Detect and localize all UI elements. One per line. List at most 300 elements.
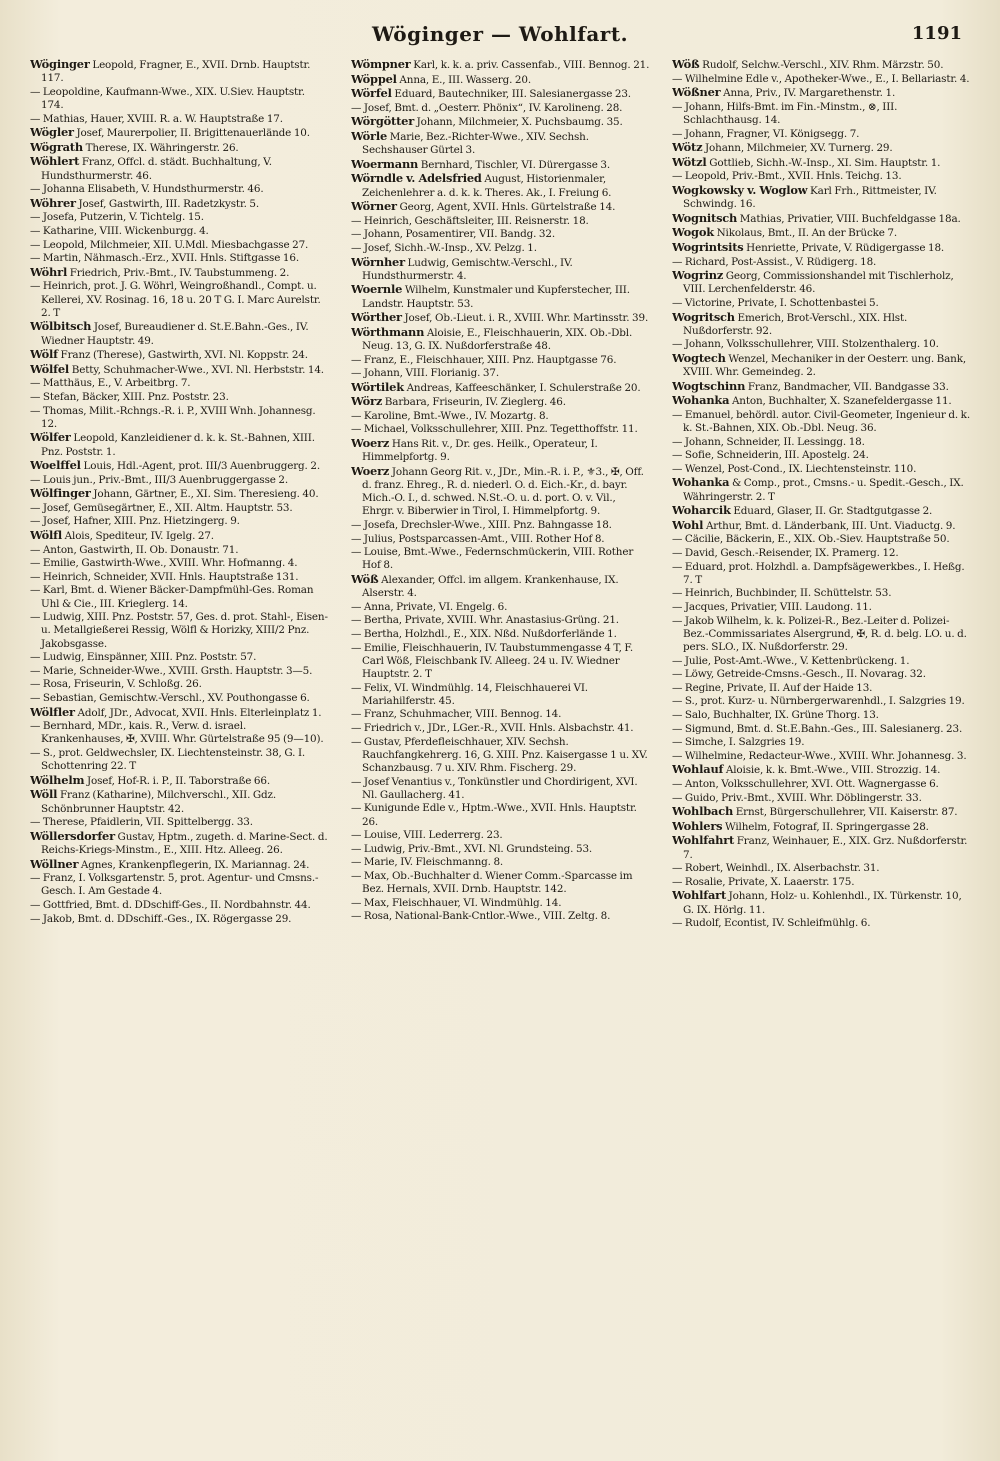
directory-entry xyxy=(30,266,329,280)
entry-details: — Rosa, National-Bank-Cntlor.-Wwe., VIII. Zeltg. 8. xyxy=(351,910,611,923)
directory-entry xyxy=(672,241,971,255)
entry-surname: Wörle xyxy=(351,128,388,143)
entry-details: Marie, Bez.-Richter-Wwe., XIV. Sechsh. Sechshauser Gürtel 3. xyxy=(362,130,589,157)
entry-surname: Wogtech xyxy=(672,350,726,365)
directory-entry xyxy=(672,519,971,533)
entry-details: — Mathias, Hauer, XVIII. R. a. W. Hauptstraße 17. xyxy=(30,112,283,125)
entry-details: — Guido, Priv.-Bmt., XVIII. Whr. Döblingerstr. 33. xyxy=(672,791,922,804)
directory-entry xyxy=(672,86,971,100)
entry-details: — Anna, Private, VI. Engelg. 6. xyxy=(351,600,508,613)
entry-details: — Wilhelmine, Redacteur-Wwe., XVIII. Whr. Johannesg. 3. xyxy=(672,749,967,762)
directory-entry xyxy=(30,183,329,196)
entry-details: — Leopoldine, Kaufmann-Wwe., XIX. U.Siev. Hauptstr. 174. xyxy=(30,85,305,111)
entry-details: — Victorine, Private, I. Schottenbastei 5. xyxy=(672,296,879,309)
entry-details: — Eduard, prot. Holzhdl. a. Dampfsägewerkbes., I. Heßg. 7. T xyxy=(672,560,965,586)
directory-entry xyxy=(351,423,650,436)
entry-details: — Jakob Wilhelm, k. k. Polizei-R., Bez.-Leiter d. Polizei-Bez.-Commissariates Alsergrund, ✠, R. d. belg. LO. u. d. pers. SLO., IX. Nußdorferstr. 29. xyxy=(672,614,967,654)
directory-entry xyxy=(672,805,971,819)
entry-surname: Wörfel xyxy=(351,86,392,101)
entry-details: Johann, Holz- u. Kohlenhdl., IX. Türkenstr. 10, G. IX. Hörlg. 11. xyxy=(683,890,962,916)
directory-entry xyxy=(30,320,329,347)
entry-details: — Emilie, Fleischhauerin, IV. Taubstummengasse 4 T, F. Carl Wöß, Fleischbank IV. Alleeg. 24 u. IV. Wiedner Hauptstr. 2. T xyxy=(351,641,634,681)
entry-surname: Wögrath xyxy=(30,139,83,154)
directory-entry xyxy=(30,58,329,85)
directory-entry xyxy=(672,695,971,708)
entry-details: Barbara, Friseurin, IV. Zieglerg. 46. xyxy=(384,396,566,409)
entry-details: — Thomas, Milit.-Rchngs.-R. i. P., XVIII Wnh. Johannesg. 12. xyxy=(30,404,316,430)
directory-entry xyxy=(351,87,650,101)
entry-details: Josef, Ob.-Lieut. i. R., XVIII. Whr. Martinsstr. 39. xyxy=(404,312,649,325)
entry-details: Wilhelm, Fotograf, II. Springergasse 28. xyxy=(725,820,929,833)
directory-entry xyxy=(30,155,329,182)
entry-details: — Wilhelmine Edle v., Apotheker-Wwe., E., I. Bellariastr. 4. xyxy=(672,72,970,85)
directory-entry xyxy=(672,338,971,351)
entry-details: Franz, Weinhauer, E., XIX. Grz. Nußdorferstr. 7. xyxy=(683,835,968,861)
directory-entry xyxy=(351,870,650,896)
directory-entry xyxy=(672,561,971,587)
directory-entry xyxy=(351,829,650,842)
entry-details: Emerich, Brot-Verschl., XIX. Hlst. Nußdorferstr. 92. xyxy=(683,311,908,337)
directory-entry xyxy=(351,58,650,72)
directory-entry xyxy=(672,311,971,338)
entry-details: Henriette, Private, V. Rüdigergasse 18. xyxy=(746,241,945,254)
entry-details: Betty, Schuhmacher-Wwe., XVI. Nl. Herbststr. 14. xyxy=(71,363,324,376)
directory-entry xyxy=(30,474,329,487)
entry-details: — Louise, Bmt.-Wwe., Federnschmückerin, VIII. Rother Hof 8. xyxy=(351,546,634,572)
directory-entry xyxy=(30,747,329,773)
entry-details: Johann Georg Rit. v., JDr., Min.-R. i. P., ⚜3., ✠, Off. d. franz. Ehreg., R. d. niederl. O. d. Eich.-Kr., d. bayr. Mich.-O. I., d. schwed. N.St.-O. u. d. port. O. v. Vil., Ehrgr. v. Biberwier in Tirol, I. Himmelpfortg. 9. xyxy=(362,465,644,518)
directory-entry xyxy=(672,587,971,600)
directory-entry xyxy=(30,544,329,557)
directory-entry xyxy=(351,519,650,532)
directory-entry xyxy=(351,642,650,682)
directory-entry xyxy=(30,774,329,788)
directory-entry xyxy=(351,533,650,546)
entry-details: — Friedrich v., JDr., LGer.-R., XVII. Hnls. Alsbachstr. 41. xyxy=(351,722,634,735)
entry-surname: Wohl xyxy=(672,517,704,532)
entry-details: Josef, Gastwirth, III. Radetzkystr. 5. xyxy=(78,197,260,210)
directory-entry xyxy=(30,720,329,746)
entry-surname: Wogtschinn xyxy=(672,378,746,393)
directory-entry xyxy=(351,843,650,856)
entry-details: Arthur, Bmt. d. Länderbank, III. Unt. Viaductg. 9. xyxy=(705,519,956,532)
entry-details: Nikolaus, Bmt., II. An der Brücke 7. xyxy=(716,227,898,240)
entry-details: — Martin, Nähmasch.-Erz., XVII. Hnls. Stiftgasse 16. xyxy=(30,252,299,265)
directory-entry xyxy=(672,184,971,211)
directory-entry xyxy=(672,297,971,310)
directory-entry xyxy=(30,211,329,224)
directory-entry xyxy=(351,437,650,464)
entry-details: — Regine, Private, II. Auf der Haide 13. xyxy=(672,681,873,694)
directory-entry xyxy=(672,668,971,681)
directory-entry xyxy=(30,363,329,377)
entry-surname: Wölfinger xyxy=(30,486,91,501)
entry-details: — Josef Venantius v., Tonkünstler und Chordirigent, XVI. Nl. Gaullacherg. 41. xyxy=(351,775,638,801)
entry-details: — Johann, Posamentirer, VII. Bandg. 32. xyxy=(351,228,556,241)
directory-entry xyxy=(351,897,650,910)
directory-entry xyxy=(672,156,971,170)
directory-entry xyxy=(351,158,650,172)
entry-surname: Wohlfahrt xyxy=(672,833,735,848)
directory-entry xyxy=(351,242,650,255)
entry-surname: Wohanka xyxy=(672,475,730,490)
directory-columns xyxy=(30,58,972,1443)
entry-details: — Jacques, Privatier, VIII. Laudong. 11. xyxy=(672,601,872,614)
entry-surname: Wogok xyxy=(672,225,714,240)
entry-details: — Heinrich, Schneider, XVII. Hnls. Hauptstraße 131. xyxy=(30,570,299,583)
entry-details: — Sigmund, Bmt. d. St.E.Bahn.-Ges., III. Salesianerg. 23. xyxy=(672,722,963,735)
directory-entry xyxy=(351,367,650,380)
entry-surname: Wogritsch xyxy=(672,309,735,324)
entry-details: — Johann, Fragner, VI. Königsegg. 7. xyxy=(672,127,860,140)
entry-details: — Ludwig, XIII. Pnz. Poststr. 57, Ges. d. prot. Stahl-, Eisen- u. Metallgießerei Ressig, Wölfl & Horizky, XIII/2 Pnz. Jakobsgasse. xyxy=(30,611,328,650)
directory-entry xyxy=(30,391,329,404)
entry-details: — Kunigunde Edle v., Hptm.-Wwe., XVII. Hnls. Hauptstr. 26. xyxy=(351,802,637,828)
entry-details: — Bernhard, MDr., kais. R., Verw. d. israel. Krankenhauses, ✠, XVIII. Whr. Gürtelstraße 95 (9—10). xyxy=(30,720,324,746)
entry-details: — Anton, Gastwirth, II. Ob. Donaustr. 71. xyxy=(30,543,239,556)
directory-entry xyxy=(351,776,650,802)
entry-details: — Julius, Postsparcassen-Amt., VIII. Rother Hof 8. xyxy=(351,532,605,545)
entry-details: — S., prot. Geldwechsler, IX. Liechtensteinstr. 38, G. I. Schottenring 22. T xyxy=(30,747,306,773)
directory-entry xyxy=(30,584,329,610)
entry-surname: Wohlers xyxy=(672,818,723,833)
directory-entry xyxy=(30,280,329,320)
entry-details: — Louis jun., Priv.-Bmt., III/3 Auenbruggergasse 2. xyxy=(30,473,289,486)
entry-details: Agnes, Krankenpflegerin, IX. Mariannag. 24. xyxy=(80,858,310,871)
column-2 xyxy=(351,58,650,1443)
entry-details: & Comp., prot., Cmsns.- u. Spedit.-Gesch., IX. Währingerstr. 2. T xyxy=(683,477,964,503)
entry-surname: Wogrinz xyxy=(672,268,724,283)
directory-entry xyxy=(30,487,329,501)
entry-surname: Wöppel xyxy=(351,71,397,86)
entry-details: — Jakob, Bmt. d. DDschiff.-Ges., IX. Rögergasse 29. xyxy=(30,912,292,925)
directory-entry xyxy=(672,889,971,916)
entry-details: Rudolf, Selchw.-Verschl., XIV. Rhm. Märzstr. 50. xyxy=(702,59,944,71)
entry-details: Eduard, Glaser, II. Gr. Stadtgutgasse 2. xyxy=(733,505,933,518)
entry-surname: Wohanka xyxy=(672,393,730,408)
entry-details: — Therese, Pfaidlerin, VII. Spittelbergg. 33. xyxy=(30,816,253,829)
entry-details: — Josef, Sichh.-W.-Insp., XV. Pelzg. 1. xyxy=(351,241,537,254)
entry-details: — Gottfried, Bmt. d. DDschiff-Ges., II. Nordbahnstr. 44. xyxy=(30,898,311,911)
entry-details: — Sebastian, Gemischtw.-Verschl., XV. Pouthongasse 6. xyxy=(30,692,310,705)
entry-details: Leopold, Fragner, E., XVII. Drnb. Hauptstr. 117. xyxy=(41,59,311,85)
directory-entry xyxy=(672,256,971,269)
directory-entry xyxy=(351,172,650,199)
entry-details: — Johann, Hilfs-Bmt. im Fin.-Minstm., ⊗, III. Schlachthausg. 14. xyxy=(672,100,898,126)
running-head: Wöginger — Wohlfart. xyxy=(371,22,629,46)
entry-surname: Wöhlert xyxy=(30,154,80,169)
directory-entry xyxy=(672,504,971,518)
directory-entry xyxy=(351,614,650,627)
directory-entry xyxy=(672,615,971,655)
entry-details: — Karoline, Bmt.-Wwe., IV. Mozartg. 8. xyxy=(351,409,549,422)
directory-entry xyxy=(351,856,650,869)
directory-entry xyxy=(351,410,650,423)
directory-entry xyxy=(30,502,329,515)
directory-entry xyxy=(30,239,329,252)
entry-details: Karl, k. k. a. priv. Cassenfab., VIII. Bennog. 21. xyxy=(413,59,650,71)
entry-details: Johann, Gärtner, E., XI. Sim. Theresieng. 40. xyxy=(93,488,319,501)
directory-entry xyxy=(672,409,971,435)
directory-entry xyxy=(672,862,971,875)
entry-surname: Wöhrl xyxy=(30,264,68,279)
entry-details: Gottlieb, Sichh.-W.-Insp., XI. Sim. Hauptstr. 1. xyxy=(709,156,941,169)
entry-details: Anna, E., III. Wasserg. 20. xyxy=(399,73,532,86)
directory-entry xyxy=(672,141,971,155)
directory-entry xyxy=(30,651,329,664)
directory-entry xyxy=(672,682,971,695)
directory-entry xyxy=(351,682,650,708)
directory-entry xyxy=(351,601,650,614)
directory-entry xyxy=(351,910,650,923)
directory-entry xyxy=(672,212,971,226)
directory-entry xyxy=(30,665,329,678)
directory-entry xyxy=(672,736,971,749)
directory-entry xyxy=(672,476,971,503)
entry-details: — Simche, I. Salzgries 19. xyxy=(672,736,805,749)
entry-details: Therese, IX. Währingerstr. 26. xyxy=(85,141,239,154)
entry-surname: Woernle xyxy=(351,282,403,297)
directory-entry xyxy=(672,394,971,408)
directory-entry xyxy=(351,573,650,600)
entry-details: — Wenzel, Post-Cond., IX. Liechtensteinstr. 110. xyxy=(672,462,917,475)
directory-entry xyxy=(672,601,971,614)
entry-details: Aloisie, k. k. Bmt.-Wwe., VIII. Strozzig. 14. xyxy=(725,764,941,777)
entry-details: Louis, Hdl.-Agent, prot. III/3 Auenbruggerg. 2. xyxy=(83,460,320,473)
entry-details: Franz, Bandmacher, VII. Bandgasse 33. xyxy=(747,380,949,393)
entry-details: — Sofie, Schneiderin, III. Apostelg. 24. xyxy=(672,449,869,462)
directory-entry xyxy=(30,459,329,473)
entry-details: — Salo, Buchhalter, IX. Grüne Thorg. 13. xyxy=(672,709,879,721)
entry-details: — Rudolf, Econtist, IV. Schleifmühlg. 6. xyxy=(672,917,871,930)
entry-details: — Marie, IV. Fleischmanng. 8. xyxy=(351,856,504,869)
entry-details: — Franz, Schuhmacher, VIII. Bennog. 14. xyxy=(351,708,562,721)
entry-details: — Bertha, Private, XVIII. Whr. Anastasius-Grüng. 21. xyxy=(351,614,619,627)
entry-details: Friedrich, Priv.-Bmt., IV. Taubstummeng. 2. xyxy=(69,266,290,279)
entry-details: — Richard, Post-Assist., V. Rüdigerg. 18. xyxy=(672,255,877,268)
directory-entry xyxy=(672,834,971,861)
entry-details: — Julie, Post-Amt.-Wwe., V. Kettenbrückeng. 1. xyxy=(672,654,910,667)
entry-details: Franz (Katharine), Milchverschl., XII. Gdz. Schönbrunner Hauptstr. 42. xyxy=(41,789,277,815)
entry-details: — Franz, I. Volksgartenstr. 5, prot. Agentur- und Cmsns.-Gesch. I. Am Gestade 4. xyxy=(30,872,319,898)
entry-details: — Stefan, Bäcker, XIII. Pnz. Poststr. 23. xyxy=(30,390,229,403)
entry-surname: Wohlauf xyxy=(672,762,724,777)
entry-surname: Wörndle v. Adelsfried xyxy=(351,171,482,186)
entry-surname: Woelffel xyxy=(30,458,81,473)
entry-details: — Löwy, Getreide-Cmsns.-Gesch., II. Novarag. 32. xyxy=(672,668,926,681)
entry-details: — Johann, Schneider, II. Lessingg. 18. xyxy=(672,435,865,448)
entry-details: Alexander, Offcl. im allgem. Krankenhause, IX. Alserstr. 4. xyxy=(362,574,619,600)
directory-entry xyxy=(351,381,650,395)
directory-entry xyxy=(672,723,971,736)
directory-entry xyxy=(672,73,971,86)
entry-details: Leopold, Kanzleidiener d. k. k. St.-Bahnen, XIII. Pnz. Poststr. 1. xyxy=(41,432,315,458)
entry-details: — Robert, Weinhdl., IX. Alserbachstr. 31. xyxy=(672,862,880,875)
entry-surname: Wörtilek xyxy=(351,379,404,394)
page-header xyxy=(30,22,970,52)
entry-details: — Max, Fleischhauer, VI. Windmühlg. 14. xyxy=(351,896,562,909)
directory-entry xyxy=(30,899,329,912)
entry-surname: Wörthmann xyxy=(351,324,425,339)
directory-entry xyxy=(351,546,650,572)
directory-entry xyxy=(30,141,329,155)
directory-entry xyxy=(351,628,650,641)
entry-surname: Wöß xyxy=(351,572,379,587)
directory-entry xyxy=(672,709,971,722)
directory-entry xyxy=(30,86,329,112)
entry-details: — Johann, Volksschullehrer, VIII. Stolzenthalerg. 10. xyxy=(672,338,939,351)
directory-entry xyxy=(30,692,329,705)
column-1 xyxy=(30,58,329,1443)
entry-details: Karl Frh., Rittmeister, IV. Schwindg. 16. xyxy=(683,184,937,211)
entry-details: Ernst, Bürgerschullehrer, VII. Kaiserstr. 87. xyxy=(735,806,958,819)
directory-entry xyxy=(30,431,329,458)
entry-surname: Wögler xyxy=(30,125,74,140)
entry-surname: Wohlfart xyxy=(672,888,727,903)
entry-details: Anton, Buchhalter, X. Szanefeldergasse 11. xyxy=(731,395,952,408)
entry-surname: Wörther xyxy=(351,310,402,325)
entry-surname: Wötzl xyxy=(672,154,707,169)
entry-details: — Josef, Bmt. d. „Oesterr. Phönix“, IV. Karolineng. 28. xyxy=(351,101,623,114)
entry-details: Franz (Therese), Gastwirth, XVI. Nl. Koppstr. 24. xyxy=(60,349,308,362)
entry-details: — Cäcilie, Bäckerin, E., XIX. Ob.-Siev. Hauptstraße 50. xyxy=(672,533,950,546)
entry-details: Josef, Maurerpolier, II. Brigittenauerlände 10. xyxy=(76,127,310,140)
entry-details: — Rosalie, Private, X. Laaerstr. 175. xyxy=(672,875,855,888)
directory-entry xyxy=(672,352,971,379)
entry-details: Wenzel, Mechaniker in der Oesterr. ung. Bank, XVIII. Whr. Gemeindeg. 2. xyxy=(683,352,966,379)
column-3 xyxy=(672,58,971,1443)
entry-surname: Wörgötter xyxy=(351,114,414,129)
directory-entry xyxy=(30,197,329,211)
entry-details: — Franz, E., Fleischhauer, XIII. Pnz. Hauptgasse 76. xyxy=(351,353,617,366)
entry-surname: Wölhelm xyxy=(30,772,85,787)
directory-entry xyxy=(351,283,650,310)
directory-entry xyxy=(30,252,329,265)
directory-entry xyxy=(30,113,329,126)
directory-entry xyxy=(351,708,650,721)
directory-entry xyxy=(672,750,971,763)
entry-details: — Felix, VI. Windmühlg. 14, Fleischhauerei VI. Mariahilferstr. 45. xyxy=(351,681,588,707)
entry-details: — Johanna Elisabeth, V. Hundsthurmerstr. 46. xyxy=(30,183,264,196)
directory-entry xyxy=(672,380,971,394)
directory-entry xyxy=(672,449,971,462)
entry-surname: Wöllersdorfer xyxy=(30,828,115,843)
directory-entry xyxy=(30,611,329,651)
entry-details: — Josef, Hafner, XIII. Pnz. Hietzingerg. 9. xyxy=(30,515,240,528)
directory-entry xyxy=(30,830,329,857)
entry-surname: Wölbitsch xyxy=(30,319,92,334)
directory-entry xyxy=(351,465,650,519)
entry-details: — Leopold, Milchmeier, XII. U.Mdl. Miesbachgasse 27. xyxy=(30,238,309,251)
entry-surname: Wöllner xyxy=(30,856,79,871)
directory-entry xyxy=(30,405,329,431)
entry-surname: Wohlbach xyxy=(672,804,734,819)
entry-surname: Wöß xyxy=(672,58,700,71)
entry-details: — Heinrich, Buchbinder, II. Schüttelstr. 53. xyxy=(672,587,892,600)
entry-details: — Matthäus, E., V. Arbeitbrg. 7. xyxy=(30,377,191,390)
directory-entry xyxy=(672,128,971,141)
entry-details: — Katharine, VIII. Wickenburgg. 4. xyxy=(30,224,209,237)
entry-details: — Emanuel, behördl. autor. Civil-Geometer, Ingenieur d. k. k. St.-Bahnen, XIX. Ob.-Dbl. Neug. 36. xyxy=(672,408,970,435)
entry-details: Aloisie, E., Fleischhauerin, XIX. Ob.-Dbl. Neug. 13, G. IX. Nußdorferstraße 48. xyxy=(362,326,633,352)
directory-entry xyxy=(672,58,971,72)
entry-details: Josef, Hof-R. i. P., II. Taborstraße 66. xyxy=(86,774,270,787)
entry-details: — Ludwig, Priv.-Bmt., XVI. Nl. Grundsteing. 53. xyxy=(351,842,593,855)
directory-entry xyxy=(351,130,650,157)
directory-entry xyxy=(672,876,971,889)
directory-entry xyxy=(351,311,650,325)
entry-details: — Josefa, Putzerin, V. Tichtelg. 15. xyxy=(30,211,204,224)
entry-details: — Karl, Bmt. d. Wiener Bäcker-Dampfmühl-Ges. Roman Uhl & Cie., III. Krieglerg. 14. xyxy=(30,584,314,610)
directory-entry xyxy=(351,354,650,367)
entry-surname: Woermann xyxy=(351,156,419,171)
directory-entry xyxy=(672,269,971,296)
entry-details: Bernhard, Tischler, VI. Dürergasse 3. xyxy=(420,158,610,171)
directory-entry xyxy=(30,872,329,898)
directory-entry xyxy=(351,200,650,214)
directory-entry xyxy=(30,377,329,390)
directory-entry xyxy=(30,571,329,584)
entry-surname: Wölfl xyxy=(30,528,63,543)
entry-details: — David, Gesch.-Reisender, IX. Pramerg. 12. xyxy=(672,547,899,560)
directory-entry xyxy=(351,215,650,228)
page-number: 1191 xyxy=(911,23,962,44)
directory-entry xyxy=(351,73,650,87)
entry-details: — Emilie, Gastwirth-Wwe., XVIII. Whr. Hofmanng. 4. xyxy=(30,557,298,570)
entry-details: Eduard, Bautechniker, III. Salesianergasse 23. xyxy=(394,88,631,101)
entry-details: August, Historienmaler, Zeichenlehrer a. d. k. k. Theres. Ak., I. Freiung 6. xyxy=(362,173,612,199)
directory-entry xyxy=(672,436,971,449)
entry-details: Georg, Commissionshandel mit Tischlerholz, VIII. Lerchenfelderstr. 46. xyxy=(683,270,954,296)
directory-entry xyxy=(672,917,971,930)
entry-surname: Woerz xyxy=(351,463,390,478)
entry-details: — Johann, VIII. Florianig. 37. xyxy=(351,367,499,380)
directory-entry xyxy=(351,395,650,409)
directory-entry xyxy=(30,557,329,570)
entry-surname: Wötz xyxy=(672,140,703,155)
directory-entry xyxy=(672,792,971,805)
directory-entry xyxy=(672,170,971,183)
directory-entry xyxy=(30,529,329,543)
directory-entry xyxy=(351,326,650,353)
directory-entry xyxy=(351,722,650,735)
entry-surname: Wörz xyxy=(351,394,383,409)
entry-details: — Max, Ob.-Buchhalter d. Wiener Comm.-Sparcasse im Bez. Hernals, XVII. Drnb. Hauptstr. 142. xyxy=(351,870,633,896)
entry-surname: Wöginger xyxy=(30,58,90,71)
directory-entry xyxy=(351,102,650,115)
directory-entry xyxy=(672,547,971,560)
entry-surname: Wömpner xyxy=(351,58,411,71)
directory-entry xyxy=(30,348,329,362)
directory-entry xyxy=(30,788,329,815)
entry-details: Johann, Milchmeier, XV. Turnerg. 29. xyxy=(705,142,893,155)
entry-surname: Wößner xyxy=(672,85,721,100)
directory-entry xyxy=(30,225,329,238)
entry-details: Ludwig, Gemischtw.-Verschl., IV. Hundsthurmerstr. 4. xyxy=(362,256,573,282)
directory-entry xyxy=(30,913,329,926)
entry-details: — Heinrich, prot. J. G. Wöhrl, Weingroßhandl., Compt. u. Kellerei, XV. Rosinag. 16, 18 u. 20 T G. I. Marc Aurelstr. 2. T xyxy=(30,280,321,319)
directory-entry xyxy=(30,126,329,140)
directory-entry xyxy=(351,256,650,283)
entry-surname: Wölfer xyxy=(30,430,71,445)
entry-details: Josef, Bureaudiener d. St.E.Bahn.-Ges., IV. Wiedner Hauptstr. 49. xyxy=(41,321,309,347)
directory-entry xyxy=(30,816,329,829)
entry-details: Anna, Priv., IV. Margarethenstr. 1. xyxy=(723,87,896,100)
entry-surname: Wognitsch xyxy=(672,210,738,225)
entry-details: — Rosa, Friseurin, V. Schloßg. 26. xyxy=(30,678,202,691)
directory-entry xyxy=(672,820,971,834)
directory-entry xyxy=(351,228,650,241)
